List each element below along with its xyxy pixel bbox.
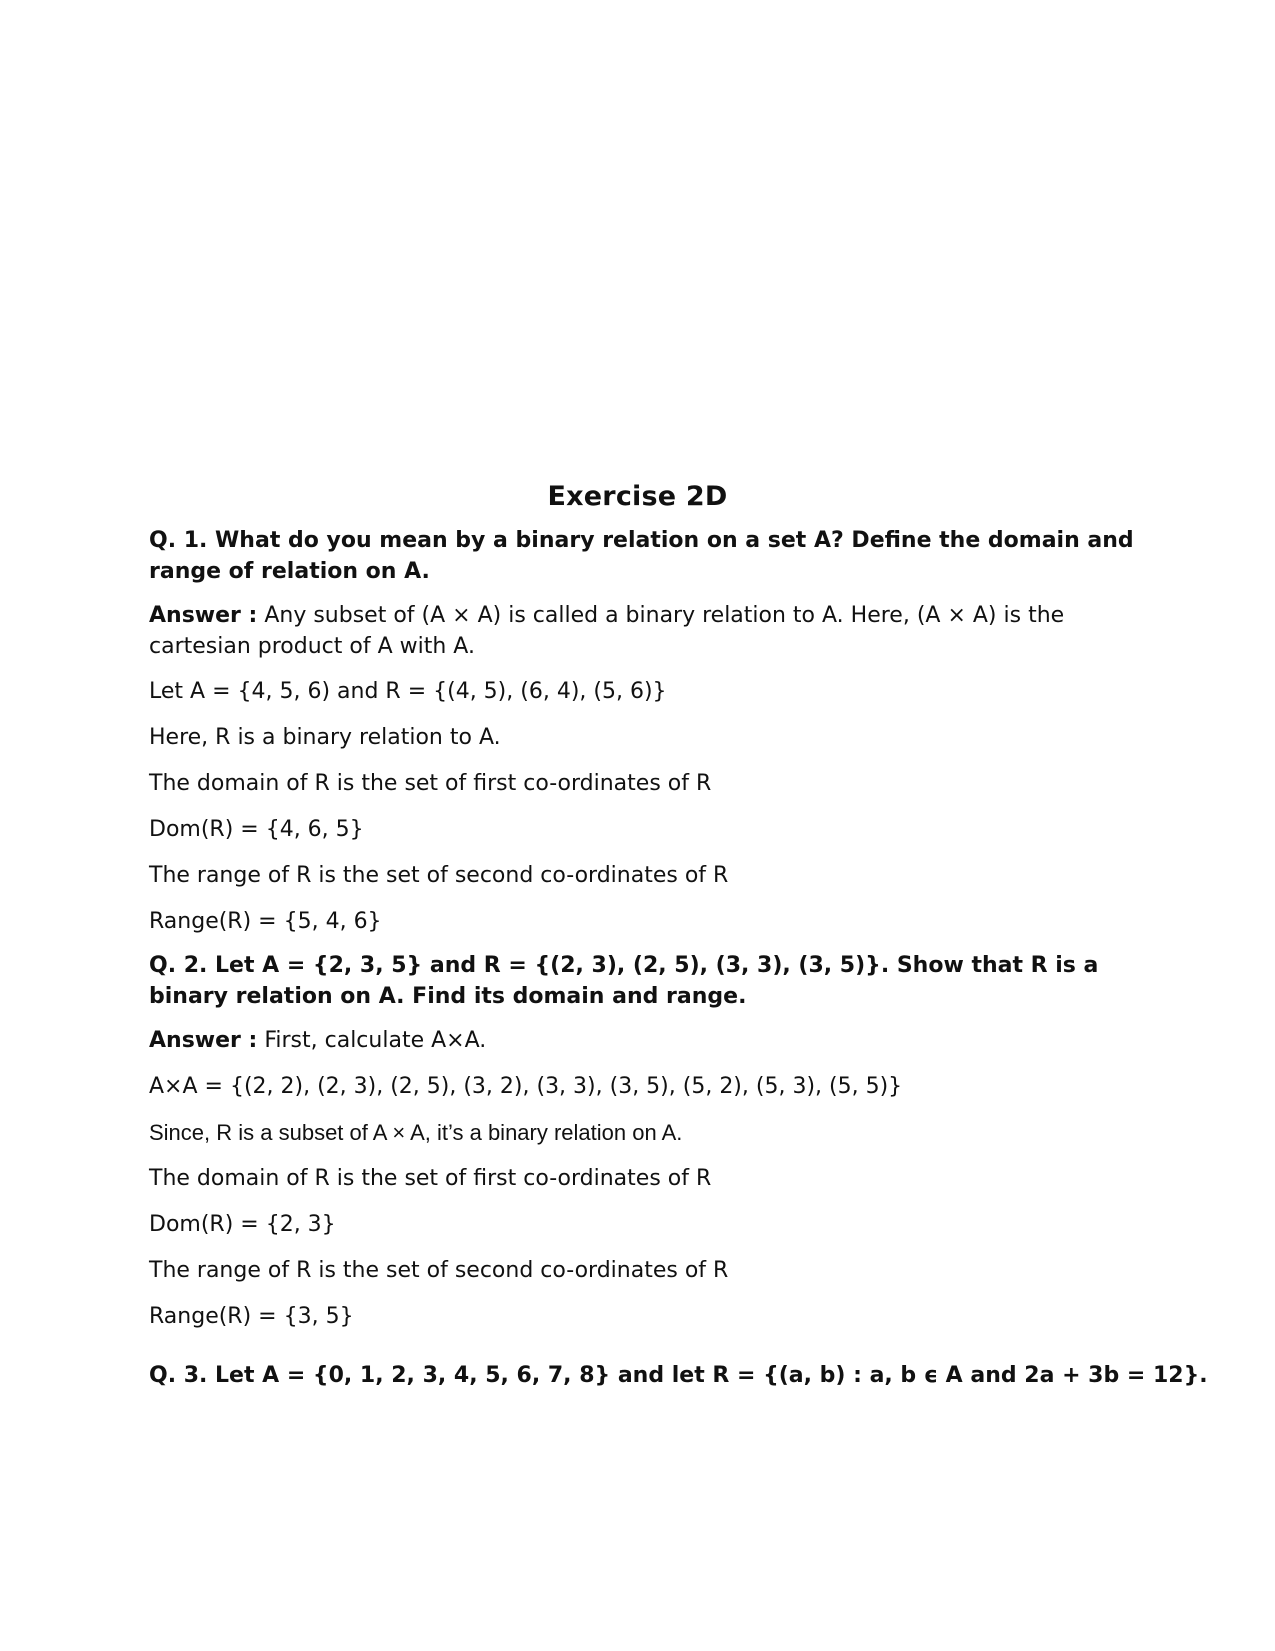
answer-2-text: First, calculate A×A. [257, 1028, 487, 1053]
answer-2 [149, 1025, 1149, 1056]
q2-line-4: Dom(R) = {2, 3} [149, 1212, 336, 1237]
q1-line-3: The domain of R is the set of first co-ordinates of R [149, 771, 712, 796]
q2-line-2: Since, R is a subset of A × A, it’s a binary relation on A. [149, 1120, 683, 1145]
q2-line-1: A×A = {(2, 2), (2, 3), (2, 5), (3, 2), (3, 3), (3, 5), (5, 2), (5, 3), (5, 5)} [149, 1074, 903, 1099]
question-1: Q. 1. What do you mean by a binary relation on a set A? Define the domain and range of relation on A. [149, 528, 1134, 584]
q2-line-5: The range of R is the set of second co-ordinates of R [149, 1258, 729, 1283]
answer-label: Answer : [149, 1028, 258, 1053]
question-3: Q. 3. Let A = {0, 1, 2, 3, 4, 5, 6, 7, 8} and let R = {(a, b) : a, b ϵ A and 2a + 3b = 12}. [149, 1363, 1208, 1388]
q1-line-6: Range(R) = {5, 4, 6} [149, 909, 382, 934]
answer-1-text: Any subset of (A × A) is called a binary relation to A. Here, (A × A) is the cartesian product of A with A. [149, 603, 1065, 659]
question-2: Q. 2. Let A = {2, 3, 5} and R = {(2, 3), (2, 5), (3, 3), (3, 5)}. Show that R is a binary relation on A. Find its domain and range. [149, 953, 1099, 1009]
q1-line-1: Let A = {4, 5, 6) and R = {(4, 5), (6, 4), (5, 6)} [149, 679, 667, 704]
q2-line-6: Range(R) = {3, 5} [149, 1304, 354, 1329]
q2-line-3: The domain of R is the set of first co-ordinates of R [149, 1166, 712, 1191]
answer-label: Answer : [149, 603, 258, 628]
q1-line-2: Here, R is a binary relation to A. [149, 725, 501, 750]
page-title: Exercise 2D [547, 481, 728, 512]
answer-1 [149, 600, 1149, 662]
q1-line-4: Dom(R) = {4, 6, 5} [149, 817, 364, 842]
q1-line-5: The range of R is the set of second co-ordinates of R [149, 863, 729, 888]
